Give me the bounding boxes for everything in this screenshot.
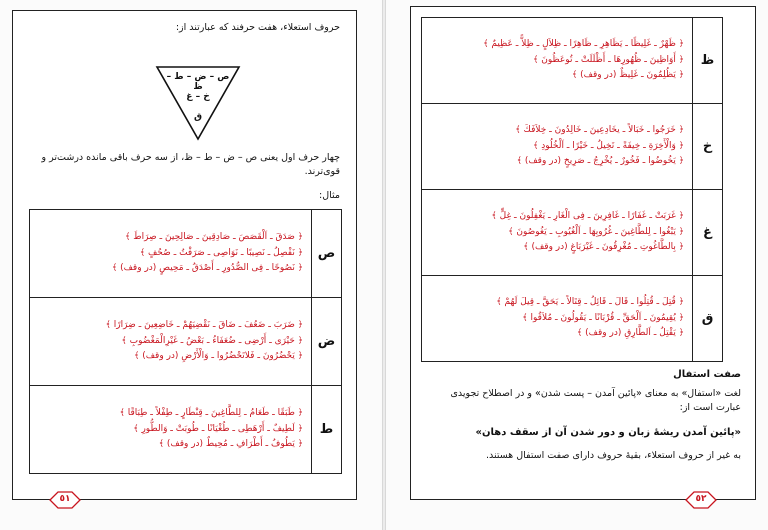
example-line: ﴿ یَخُوضُوا ـ فَخُورٌ ـ یُخْرِجُ ـ صَرِیخٍ (در وقف) ﴾	[516, 156, 684, 167]
example-line: ﴿ لَطِیفٌ ـ أَرْهَطِی ـ طُغْیَانًا ـ طُوبَتْ ـ وَالطُّورِ ﴾	[133, 423, 303, 434]
example-line: ﴿ یَظُلِمُونَ ـ غَلِیظٌ (در وقف) ﴾	[572, 70, 684, 81]
row-letter: غ	[693, 190, 723, 276]
example-line: ﴿ یُقِیمُونَ ـ اَلْحَقِّ ـ قُرْبَانًا ـ یَقُولُونَ ـ مُلاَقُوا ﴾	[522, 312, 684, 323]
left-page-frame	[12, 10, 357, 500]
example-line: ﴿ ضَرَبَ ـ ضَعُفَ ـ ضَاقَ ـ نَقْضِیَهُمْ ـ خَاضِعِینَ ـ ضِرَارًا ﴾	[105, 319, 303, 330]
istila-triangle	[155, 65, 241, 145]
left-examples-table	[29, 209, 342, 474]
table-row	[30, 210, 342, 298]
row-examples	[422, 276, 693, 362]
page-number-badge	[48, 490, 82, 510]
section-title: صفت استفال	[673, 369, 741, 380]
row-examples	[422, 104, 693, 190]
row-letter: ص	[312, 210, 342, 298]
right-examples-table	[421, 17, 723, 362]
table-row	[422, 18, 723, 104]
row-examples	[422, 190, 693, 276]
example-line: ﴿ خَرَجُوا ـ خَبَالاً ـ یخَادِعِینَ ـ خَالِدُونَ ـ خِلاَفَكَ ﴾	[515, 124, 684, 135]
definition-bold: «پائین آمدن ریشهٔ زبان و دور شدن آن از سقف دهان»	[475, 427, 741, 438]
example-line: ﴿ حَیْرَی ـ أَرْضِی ـ ضُعَفَاءُ ـ بَعْضُ ـ غَیْرِالْمَغْضُوبِ ﴾	[121, 335, 303, 346]
example-line: ﴿ نَصُوحًا ـ فِی الصُّدُورِ ـ أَصْدَقُ ـ مَحِیصٍ (در وقف) ﴾	[111, 263, 303, 274]
example-line: ﴿ یَطُوفُ ـ أَطْرَافِ ـ مُحِیطٌ (در وقف) ﴾	[158, 439, 303, 450]
example-line: ﴿ قُتِلَ ـ قُتِلُوا ـ قَالَ ـ قَائِلُ ـ قِتَالاً ـ یَحَقَّ ـ قِیلَ لَهُمْ ﴾	[496, 296, 684, 307]
table-row	[422, 190, 723, 276]
page-number: ٥٢	[695, 494, 707, 504]
example-line: ﴿ بِالطَّاغُوتِ ـ مُغْرِقُونَ ـ غَیْرَبَاغٍ (در وقف) ﴾	[523, 242, 684, 253]
triangle-row-1: ص – ض – ط – ظ	[166, 72, 230, 92]
row-letter: خ	[693, 104, 723, 190]
example-line: ﴿ نَفْصِلُ ـ نَصِیبًا ـ نَوَاصِی ـ صَرَفْتُ ـ صُحُفٍ ﴾	[139, 247, 303, 258]
row-examples	[30, 210, 312, 298]
table-row	[422, 104, 723, 190]
row-letter: ظ	[693, 18, 723, 104]
table-row	[30, 298, 342, 386]
page-number: ٥١	[59, 494, 71, 504]
row-letter: ط	[312, 386, 342, 474]
right-page-frame	[410, 6, 756, 500]
row-letter: ض	[312, 298, 342, 386]
row-examples	[30, 298, 312, 386]
row-letter: ق	[693, 276, 723, 362]
istila-paragraph: چهار حرف اول یعنی ص – ض – ط – ظ، از سه حرف باقی مانده درشت‌تر و قوی‌ترند.	[41, 152, 340, 178]
definition-paragraph: لغت «استفال» به معنای «پائین آمدن – پست شدن» و در اصطلاح تجویدی عبارت است از:	[450, 388, 741, 414]
triangle-row-3: ق	[193, 112, 203, 122]
left-page	[0, 0, 382, 530]
example-line: ﴿ طَبَقًا ـ طَعَامُ ـ لِلطَّاغِینَ ـ قِنْطَارٍ ـ طِفْلاً ـ طِبَاقًا ﴾	[119, 407, 303, 418]
example-label: مثال:	[319, 190, 340, 201]
triangle-row-2: خ – غ	[186, 92, 210, 102]
istifal-note: به غیر از حروف استعلاء، بقیهٔ حروف دارای صفت استفال هستند.	[485, 450, 741, 461]
example-line: ﴿ یَحْضُرُونَ ـ فَلاتَحْضُرُوا ـ وَالْأَرْضِ (در وقف) ﴾	[134, 351, 303, 362]
example-line: ﴿ یَقْتِلُ ـ اَلطَّارِقِ (در وقف) ﴾	[577, 328, 684, 339]
example-line: ﴿ وَالْأَخِرَةِ ـ خِیفَةً ـ تَخِیلُ ـ خَیْرًا ـ اَلْخُلُودِ ﴾	[533, 140, 684, 151]
example-line: ﴿ یَبْغُوا ـ لِلطَّاغِینَ ـ غُرُوبِهَا ـ اَلْغُیُوبِ ـ یَغُوصُونَ ﴾	[508, 226, 684, 237]
istila-intro: حروف استعلاء، هفت حرفند که عبارتند از:	[175, 22, 340, 33]
table-row	[422, 276, 723, 362]
right-page	[386, 0, 768, 530]
table-row	[30, 386, 342, 474]
row-examples	[422, 18, 693, 104]
page-number-badge	[684, 490, 718, 510]
example-line: ﴿ صَدَقَ ـ اَلْقَصَصَ ـ صَادِقِینَ ـ صَالِحِینَ ـ صِرَاطَ ﴾	[125, 231, 303, 242]
example-line: ﴿ أَوَاظِینَ ـ ظُهُورِهَا ـ أَظْلَلَتْ ـ تُوعَظُونَ ﴾	[533, 54, 684, 65]
row-examples	[30, 386, 312, 474]
example-line: ﴿ غَرَبَتْ ـ غَفَارًا ـ غَافِرِینَ ـ فِی الْغَارِ ـ یَغْفِلُونَ ـ غِلٍّ ﴾	[491, 210, 684, 221]
example-line: ﴿ ظَهْرٌ ـ غَلِیظًا ـ یَظَاهِرِ ـ ظَاهِرًا ـ ظِلاَلٍ ـ ظِلاًّ ـ عَظِیمٌ ﴾	[483, 38, 684, 49]
